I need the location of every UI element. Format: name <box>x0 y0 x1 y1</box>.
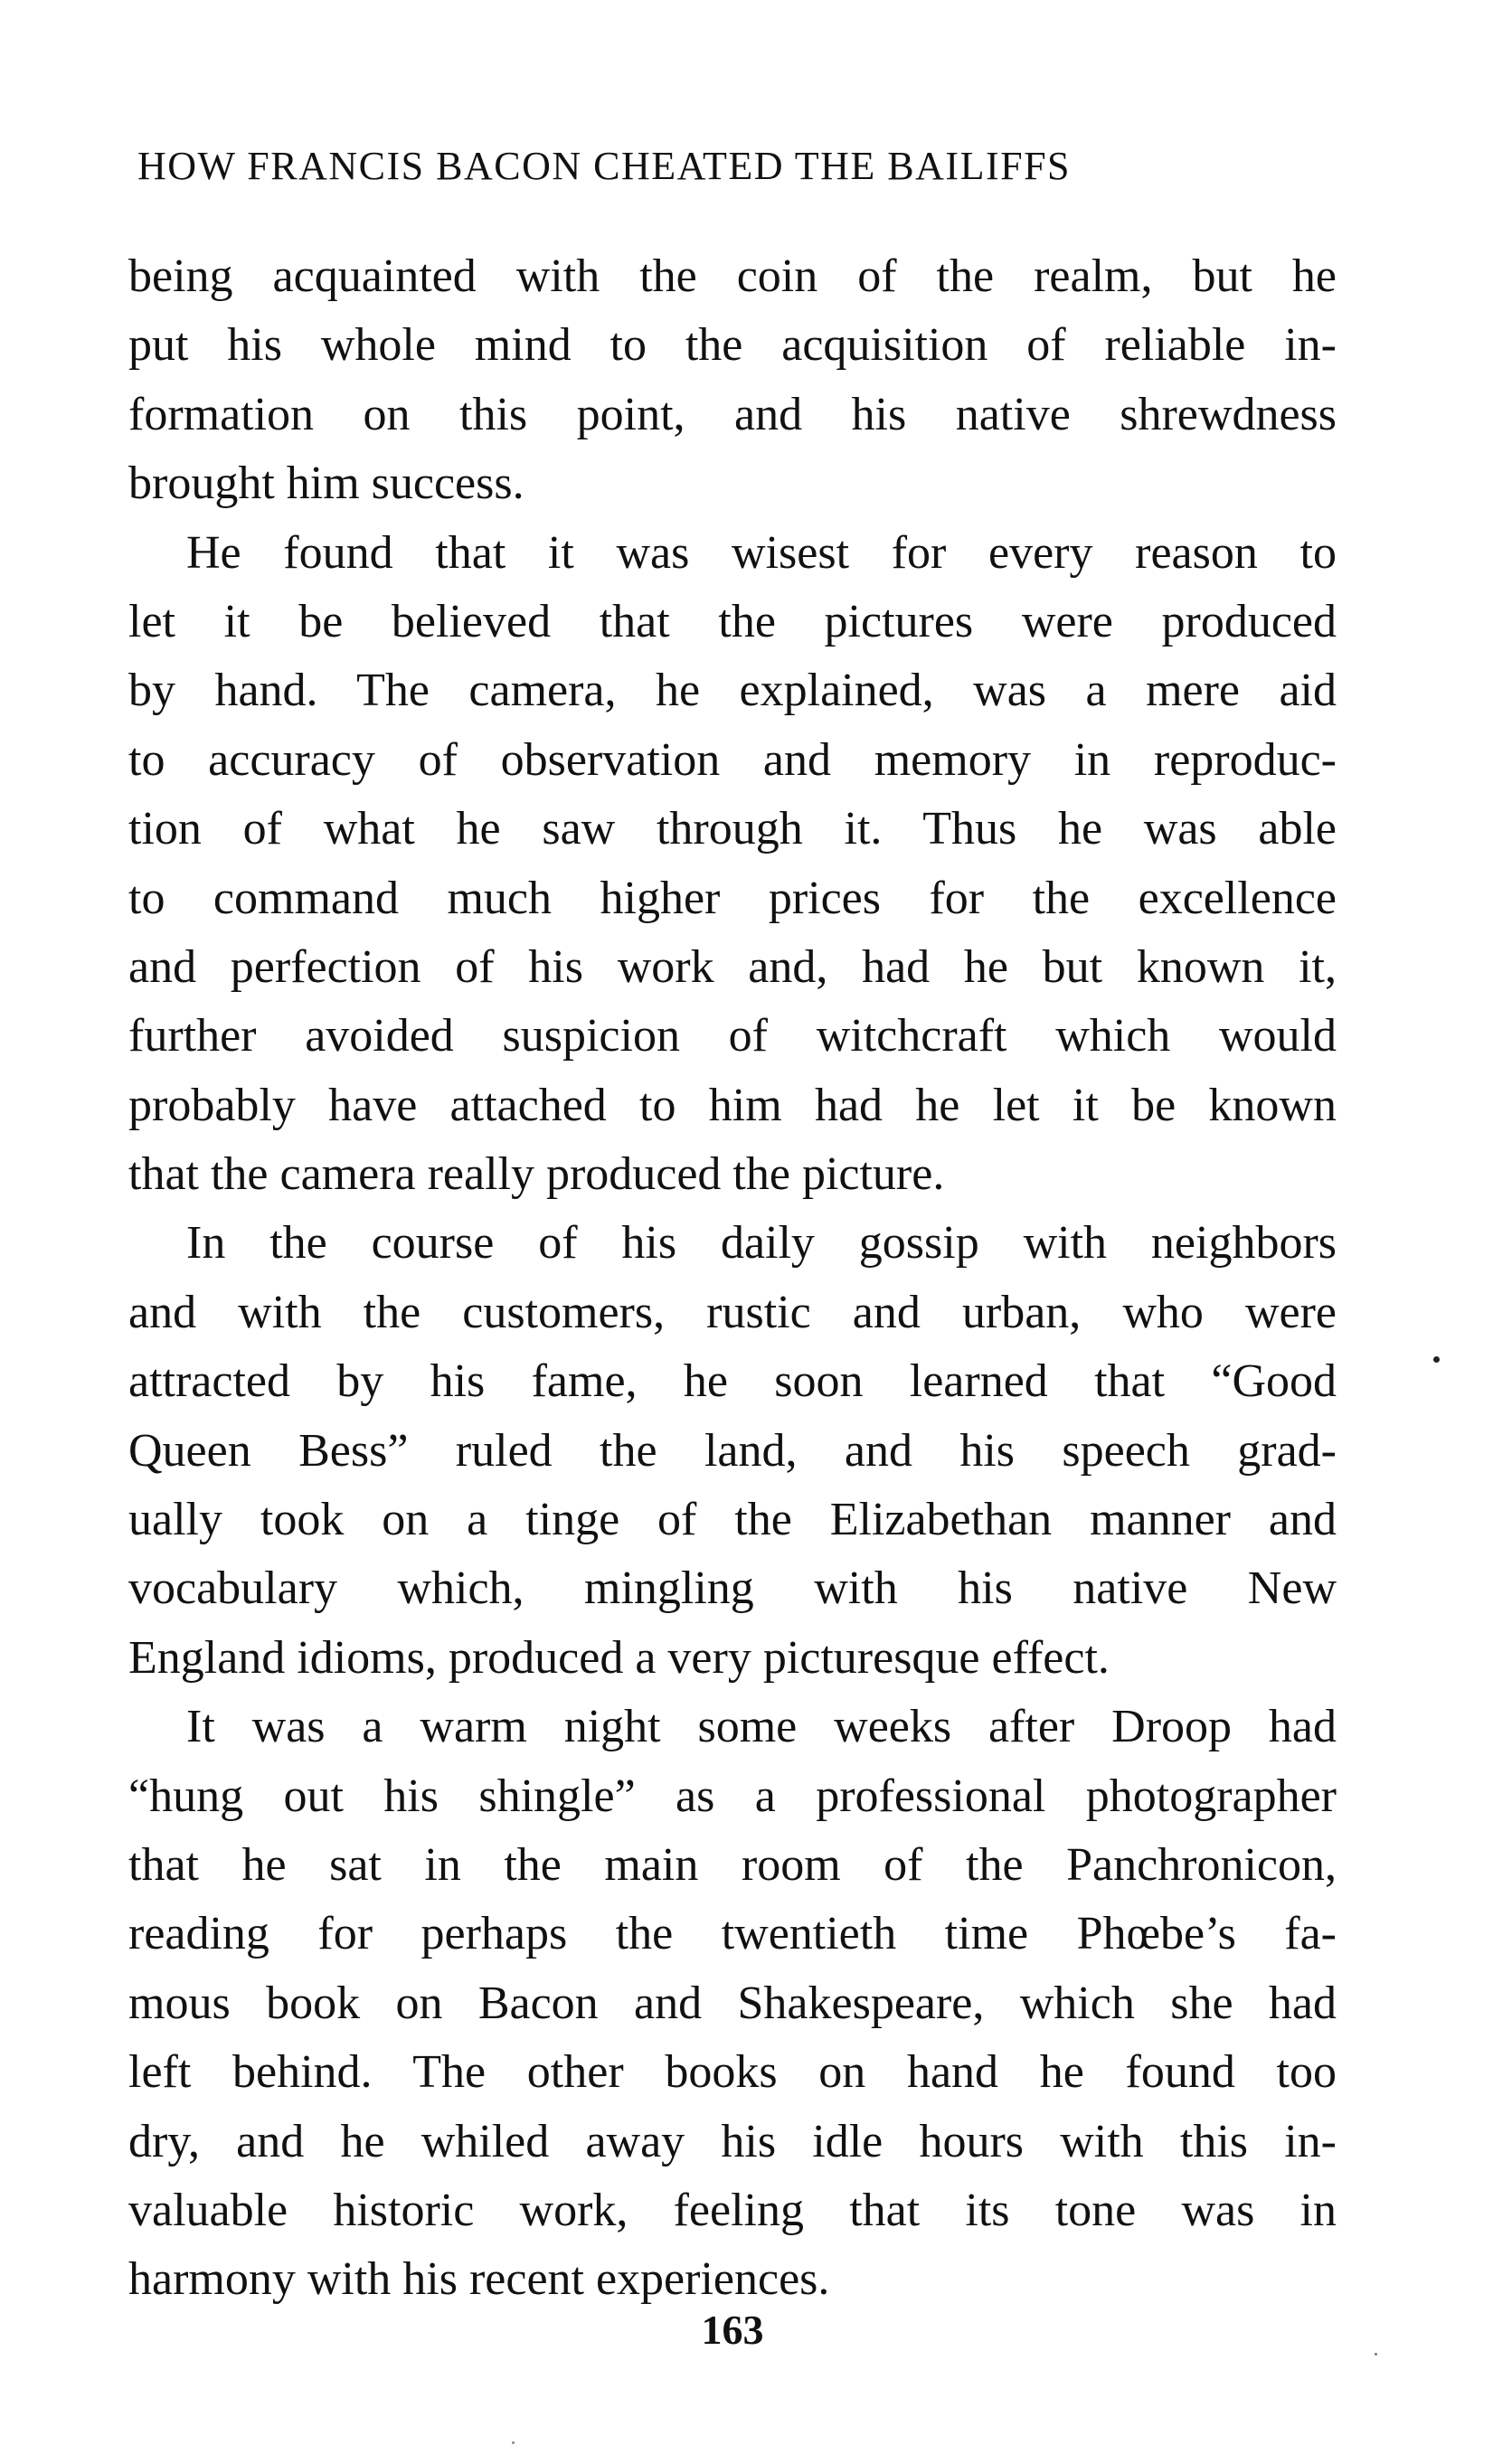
page-number: 163 <box>701 2307 764 2353</box>
running-head: HOW FRANCIS BACON CHEATED THE BAILIFFS <box>137 144 1072 188</box>
text-line: harmony with his recent experiences. <box>128 2253 830 2306</box>
text-line: and with the customers, rustic and urban, who were <box>128 1286 1337 1338</box>
text-line: dry, and he whiled away his idle hours with this in- <box>128 2115 1337 2167</box>
text-line: being acquainted with the coin of the realm, but he <box>128 250 1337 302</box>
text-line: to accuracy of observation and memory in reproduc- <box>128 733 1337 786</box>
text-line: put his whole mind to the acquisition of reliable in- <box>128 319 1337 372</box>
text-line: that the camera really produced the picture. <box>128 1148 945 1201</box>
text-line: probably have attached to him had he let it be known <box>128 1079 1337 1131</box>
text-line: let it be believed that the pictures were produced <box>128 595 1337 647</box>
text-line: vocabulary which, mingling with his native New <box>128 1562 1337 1615</box>
text-line: Queen Bess” ruled the land, and his speech grad- <box>128 1424 1337 1477</box>
text-line: valuable historic work, feeling that its tone was in <box>128 2184 1337 2236</box>
text-line: by hand. The camera, he explained, was a mere aid <box>128 665 1337 717</box>
scan-speck <box>1433 1356 1440 1363</box>
text-line: In the course of his daily gossip with neighbors <box>186 1217 1337 1270</box>
text-line: left behind. The other books on hand he found too <box>128 2046 1337 2099</box>
scan-speck <box>1375 2353 1377 2355</box>
body-text <box>128 242 1337 2315</box>
text-line: reading for perhaps the twentieth time Phœbe’s fa- <box>128 1908 1337 1960</box>
text-line: attracted by his fame, he soon learned that “Good <box>128 1355 1337 1408</box>
text-line: England idioms, produced a very picturesque effect. <box>128 1631 1110 1684</box>
text-line: It was a warm night some weeks after Droop had <box>186 1701 1337 1753</box>
text-line: ually took on a tinge of the Elizabethan manner and <box>128 1494 1337 1546</box>
text-line: tion of what he saw through it. Thus he was able <box>128 803 1337 855</box>
text-line: and perfection of his work and, had he but known it, <box>128 940 1337 993</box>
text-line: to command much higher prices for the excellence <box>128 872 1337 924</box>
scan-speck <box>512 2441 515 2444</box>
text-line: that he sat in the main room of the Panchronicon, <box>128 1838 1337 1891</box>
text-line: “hung out his shingle” as a professional photographer <box>128 1770 1337 1822</box>
text-line: He found that it was wisest for every reason to <box>186 526 1337 579</box>
text-line: brought him success. <box>128 458 524 510</box>
text-line: mous book on Bacon and Shakespeare, which she had <box>128 1977 1337 2029</box>
text-line: further avoided suspicion of witchcraft which would <box>128 1010 1337 1062</box>
text-line: formation on this point, and his native shrewdness <box>128 388 1337 440</box>
